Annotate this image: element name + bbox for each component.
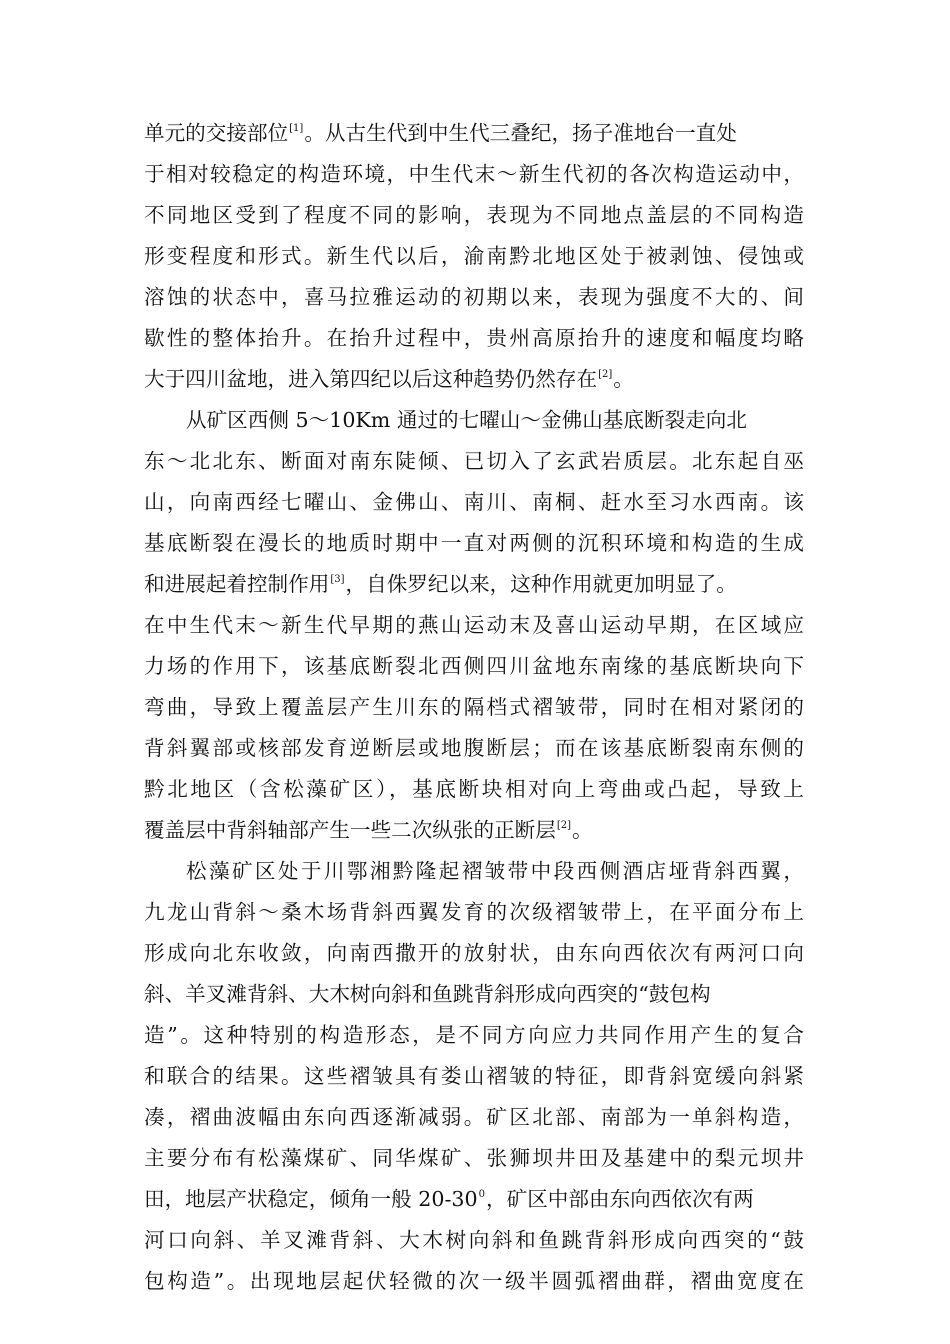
text-line: 弯曲，导致上覆盖层产生川东的隔档式褶皱带，同时在相对紧闭的 [144,695,804,719]
text-line: 从矿区西侧 5～10Km 通过的七曜山～金佛山基底断裂走向北 [186,408,747,432]
text-line: 力场的作用下，该基底断裂北西侧四川盆地东南缘的基底断块向下 [144,654,804,678]
text-line: 田，地层产状稳定，倾角一般 $20-30^0$，矿区中部由东向西依次有两 [144,1187,754,1211]
text-line: 覆盖层中背斜轴部产生一些二次纵张的正断层[2]。 [144,818,593,842]
text-line: 黔北地区（含松藻矿区），基底断块相对向上弯曲或凸起，导致上 [144,777,804,801]
text-line: 包构造”。出现地层起伏轻微的次一级半圆弧褶曲群，褶曲宽度在 [144,1269,804,1293]
text-line: 大于四川盆地，进入第四纪以后这种趋势仍然存在[2]。 [144,367,634,391]
citation: [3] [330,574,345,585]
text-line: 形变程度和形式。新生代以后，渝南黔北地区处于被剥蚀、侵蚀或 [144,244,804,268]
text-line: 形成向北东收敛，向南西撒开的放射状，由东向西依次有两河口向 [144,941,804,965]
text-line: 于相对较稳定的构造环境，中生代末～新生代初的各次构造运动中， [144,162,804,186]
text-line: 单元的交接部位[1]。从古生代到中生代三叠纪，扬子准地台一直处 [144,121,737,145]
text-line: 在中生代末～新生代早期的燕山运动末及喜山运动早期，在区域应 [144,613,804,637]
text-line: 河口向斜、羊叉滩背斜、大木树向斜和鱼跳背斜形成向西突的“鼓 [144,1228,804,1252]
text-line: 松藻矿区处于川鄂湘黔隆起褶皱带中段西侧酒店垭背斜西翼， [186,859,804,883]
citation: [2] [598,369,613,380]
text-line: 基底断裂在漫长的地质时期中一直对两侧的沉积环境和构造的生成 [144,531,804,555]
text-line: 主要分布有松藻煤矿、同华煤矿、张狮坝井田及基建中的梨元坝井 [144,1146,804,1170]
text-line: 不同地区受到了程度不同的影响，表现为不同地点盖层的不同构造 [144,203,804,227]
text-line: 造”。这种特别的构造形态，是不同方向应力共同作用产生的复合 [144,1023,804,1047]
citation: [1] [289,123,304,134]
text-line: 歇性的整体抬升。在抬升过程中，贵州高原抬升的速度和幅度均略 [144,326,804,350]
degree-superscript: 0 [478,1189,486,1200]
text-line: 山，向南西经七曜山、金佛山、南川、南桐、赶水至习水西南。该 [144,490,804,514]
text-line: 和联合的结果。这些褶皱具有娄山褶皱的特征，即背斜宽缓向斜紧 [144,1064,804,1088]
text-line: 和进展起着控制作用[3]，自侏罗纪以来，这种作用就更加明显了。 [144,572,737,596]
citation: [2] [556,820,572,831]
text-line: 斜、羊叉滩背斜、大木树向斜和鱼跳背斜形成向西突的“鼓包构 [144,982,711,1006]
text-line: 溶蚀的状态中，喜马拉雅运动的初期以来，表现为强度不大的、间 [144,285,804,309]
text-line: 凑，褶曲波幅由东向西逐渐减弱。矿区北部、南部为一单斜构造， [144,1105,804,1129]
text-line: 东～北北东、断面对南东陡倾、已切入了玄武岩质层。北东起自巫 [144,449,804,473]
text-line: 九龙山背斜～桑木场背斜西翼发育的次级褶皱带上，在平面分布上 [144,900,804,924]
text-line: 背斜翼部或核部发育逆断层或地腹断层；而在该基底断裂南东侧的 [144,736,804,760]
